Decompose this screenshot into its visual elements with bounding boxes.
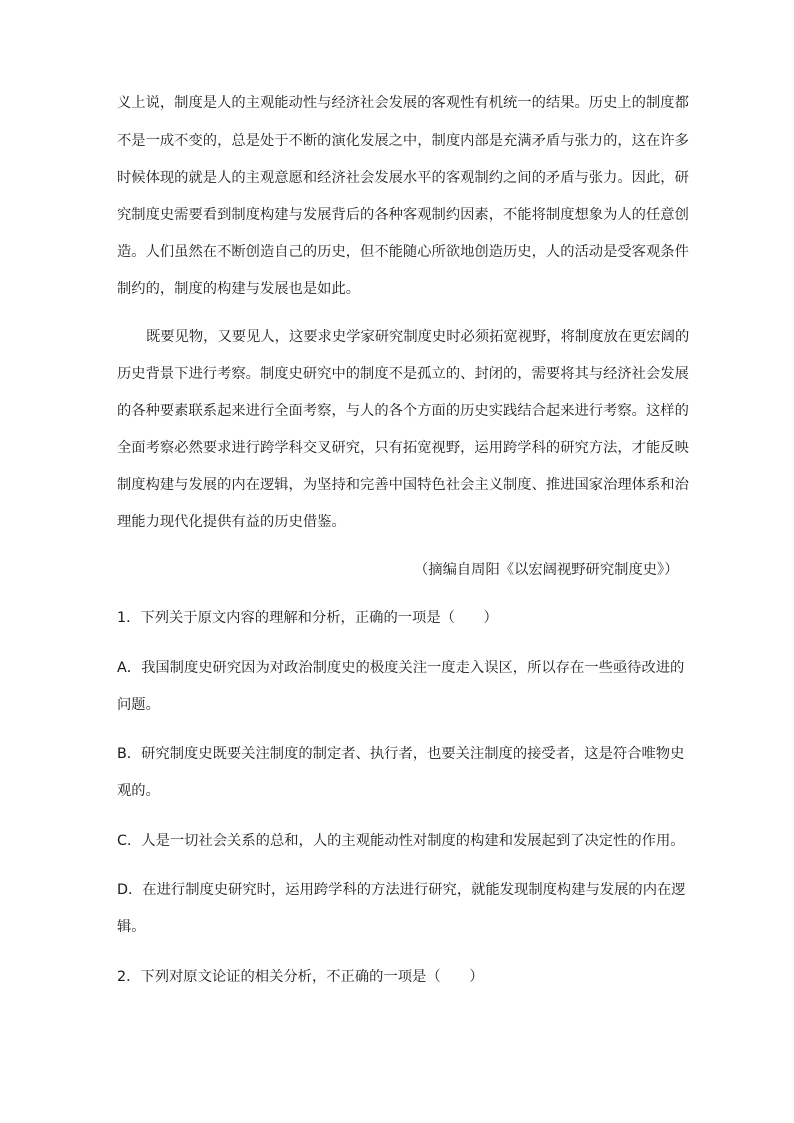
question-1-option-a-line-2: 问题。 [117, 697, 160, 713]
paragraph-2-line-2: 历史背景下进行考察。制度史研究中的制度不是孤立的、封闭的，需要将其与经济社会发展 [117, 366, 689, 382]
paragraph-2-line-5: 制度构建与发展的内在逻辑，为坚持和完善中国特色社会主义制度、推进国家治理体系和治 [117, 477, 689, 493]
question-2-stem: 2．下列对原文论证的相关分析，不正确的一项是（ ） [117, 969, 484, 985]
paragraph-1-line-2: 不是一成不变的，总是处于不断的演化发展之中，制度内部是充满矛盾与张力的，这在许多 [117, 133, 689, 149]
paragraph-1-line-3: 时候体现的就是人的主观意愿和经济社会发展水平的客观制约之间的矛盾与张力。因此，研 [117, 170, 689, 186]
source-attribution: （摘编自周阳《以宏阔视野研究制度史》） [414, 562, 679, 578]
paragraph-1-line-1: 义上说，制度是人的主观能动性与经济社会发展的客观性有机统一的结果。历史上的制度都 [117, 95, 689, 111]
question-1-option-c: C．人是一切社会关系的总和，人的主观能动性对制度的构建和发展起到了决定性的作用。 [117, 833, 685, 849]
paragraph-2-line-6: 理能力现代化提供有益的历史借鉴。 [117, 514, 346, 530]
paragraph-1-line-6: 制约的，制度的构建与发展也是如此。 [117, 281, 361, 297]
paragraph-2-line-1: 既要见物，又要见人，这要求史学家研究制度史时必须拓宽视野，将制度放在更宏阔的 [146, 329, 690, 345]
question-1-option-d-line-1: D．在进行制度史研究时，运用跨学科的方法进行研究，就能发现制度构建与发展的内在逻 [117, 882, 686, 898]
question-1-option-b-line-1: B．研究制度史既要关注制度的制定者、执行者，也要关注制度的接受者，这是符合唯物史 [117, 746, 685, 762]
question-1-option-d-line-2: 辑。 [117, 919, 146, 935]
question-1-option-b-line-2: 观的。 [117, 783, 160, 799]
paragraph-2-line-3: 的各种要素联系起来进行全面考察，与人的各个方面的历史实践结合起来进行考察。这样的 [117, 403, 689, 419]
paragraph-1-line-5: 造。人们虽然在不断创造自己的历史，但不能随心所欲地创造历史，人的活动是受客观条件 [117, 244, 689, 260]
question-1-option-a-line-1: A．我国制度史研究因为对政治制度史的极度关注一度走入误区，所以存在一些亟待改进的 [117, 660, 685, 676]
paragraph-1-line-4: 究制度史需要看到制度构建与发展背后的各种客观制约因素，不能将制度想象为人的任意创 [117, 207, 689, 223]
paragraph-2-line-4: 全面考察必然要求进行跨学科交叉研究，只有拓宽视野，运用跨学科的研究方法，才能反映 [117, 440, 689, 456]
question-1-stem: 1．下列关于原文内容的理解和分析，正确的一项是（ ） [117, 610, 498, 626]
